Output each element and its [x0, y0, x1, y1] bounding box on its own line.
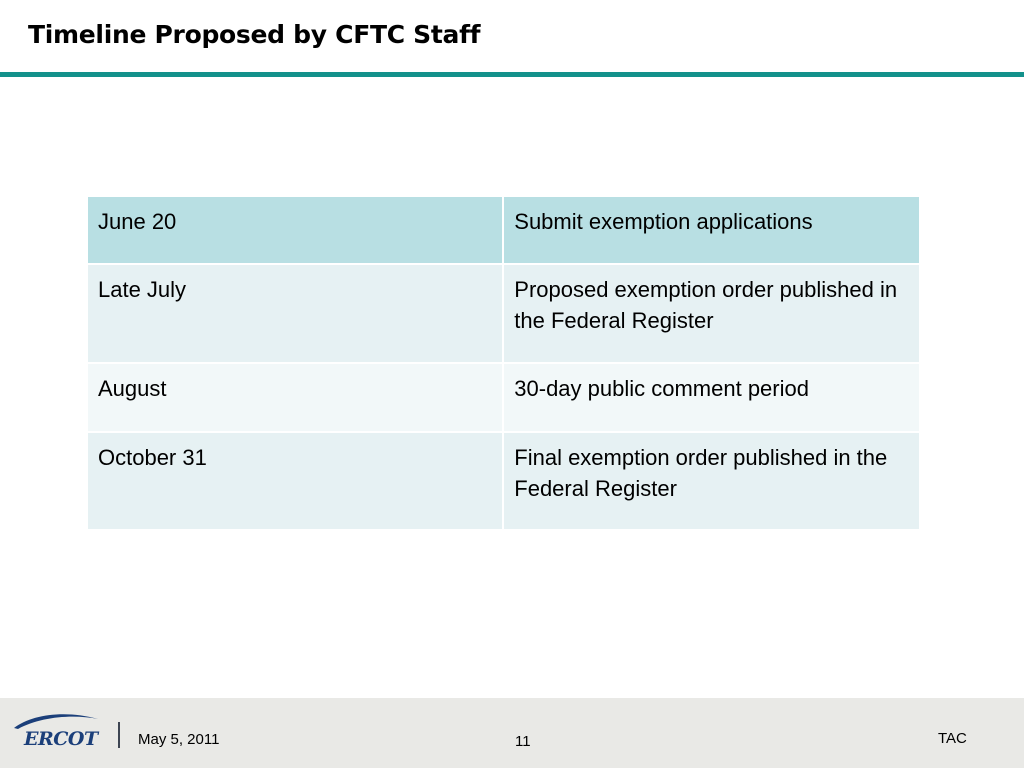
table-row — [87, 264, 920, 363]
table-row — [87, 363, 920, 432]
footer-divider — [118, 722, 120, 748]
table-row — [87, 196, 920, 264]
slide-title: Timeline Proposed by CFTC Staff — [28, 20, 481, 49]
timeline-event: Proposed exemption order published in the Federal Register — [503, 264, 920, 363]
logo-wordmark: ERCOT — [24, 728, 98, 750]
timeline-date: August — [87, 363, 503, 432]
footer-org: TAC — [938, 730, 967, 747]
timeline-event: 30-day public comment period — [503, 363, 920, 432]
footer-date: May 5, 2011 — [138, 731, 220, 748]
table-row — [87, 432, 920, 530]
timeline-table — [86, 195, 921, 531]
logo-swoosh — [14, 714, 98, 729]
title-divider — [0, 72, 1024, 77]
page-number: 11 — [515, 733, 531, 750]
timeline-date: June 20 — [87, 196, 503, 264]
timeline-date: Late July — [87, 264, 503, 363]
timeline-event: Final exemption order published in the Federal Register — [503, 432, 920, 530]
ercot-logo — [10, 708, 102, 750]
timeline-event: Submit exemption applications — [503, 196, 920, 264]
timeline-date: October 31 — [87, 432, 503, 530]
